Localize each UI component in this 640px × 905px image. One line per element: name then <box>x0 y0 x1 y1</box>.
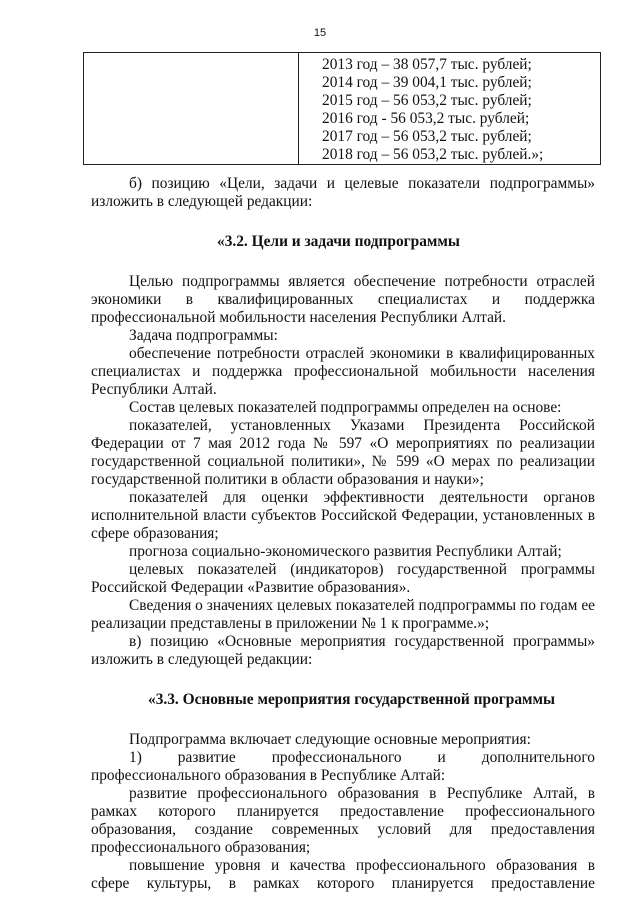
funding-line-2016: 2016 год - 56 053,2 тыс. рублей; <box>322 110 530 127</box>
table-cell-funding <box>299 53 601 165</box>
paragraph-forecast: прогноза социально-экономического развития Республики Алтай; <box>129 543 562 560</box>
funding-line-2013: 2013 год – 38 057,7 тыс. рублей; <box>322 56 532 73</box>
paragraph-position-v: в) позицию «Основные мероприятия государственной программы» изложить в следующей редакции: <box>91 633 595 668</box>
table-cell-empty <box>84 53 299 165</box>
section-heading-3-3: «3.3. Основные мероприятия государственной программы <box>148 691 556 708</box>
table-row <box>84 53 601 165</box>
page-number: 15 <box>313 27 327 39</box>
document-body <box>91 175 595 893</box>
paragraph-evaluation: показателей для оценки эффективности деятельности органов исполнительной власти субъектов Российской Федерации, установленных в сфере образования; <box>91 489 595 542</box>
paragraph-position-b: б) позицию «Цели, задачи и целевые показатели подпрограммы» изложить в следующей редакции: <box>91 175 595 210</box>
funding-line-2018: 2018 год – 56 053,2 тыс. рублей.»; <box>322 146 544 163</box>
paragraph-task: обеспечение потребности отраслей экономики в квалифицированных специалистах и поддержка профессиональной мобильности населения Республики Алтай. <box>91 345 595 398</box>
paragraph-composition: Состав целевых показателей подпрограммы определен на основе: <box>129 399 562 416</box>
funding-table <box>83 52 601 165</box>
paragraph-quality: повышение уровня и качества профессионального образования в сфере культуры, в рамках которого планируется предоставление <box>91 857 595 892</box>
paragraph-goal: Целью подпрограммы является обеспечение потребности отраслей экономики в квалифицированных специалистах и поддержка профессиональной мобильности населения Республики Алтай. <box>91 273 595 326</box>
paragraph-includes: Подпрограмма включает следующие основные мероприятия: <box>129 731 531 748</box>
paragraph-item-1: 1) развитие профессионального и дополнительного профессионального образования в Республике Алтай: <box>91 749 595 784</box>
paragraph-info: Сведения о значениях целевых показателей подпрограммы по годам ее реализации представлены в приложении № 1 к программе.»; <box>91 597 595 632</box>
paragraph-task-label: Задача подпрограммы: <box>129 327 278 344</box>
paragraph-development: развитие профессионального образования в Республике Алтай, в рамках которого планируется предоставление профессионального образования, создание современных условий для предоставления профессионального образования; <box>91 785 595 856</box>
paragraph-targets: целевых показателей (индикаторов) государственной программы Российской Федерации «Развитие образования». <box>91 561 595 596</box>
section-heading-3-2: «3.2. Цели и задачи подпрограммы <box>217 233 460 250</box>
paragraph-indicators: показателей, установленных Указами Президента Российской Федерации от 7 мая 2012 года № 597 «О мероприятиях по реализации государственной социальной политики», № 599 «О мерах по реализации государственной политики в области образования и науки»; <box>91 417 595 488</box>
funding-line-2017: 2017 год – 56 053,2 тыс. рублей; <box>322 128 532 145</box>
funding-line-2015: 2015 год – 56 053,2 тыс. рублей; <box>322 92 532 109</box>
funding-line-2014: 2014 год – 39 004,1 тыс. рублей; <box>322 74 532 91</box>
